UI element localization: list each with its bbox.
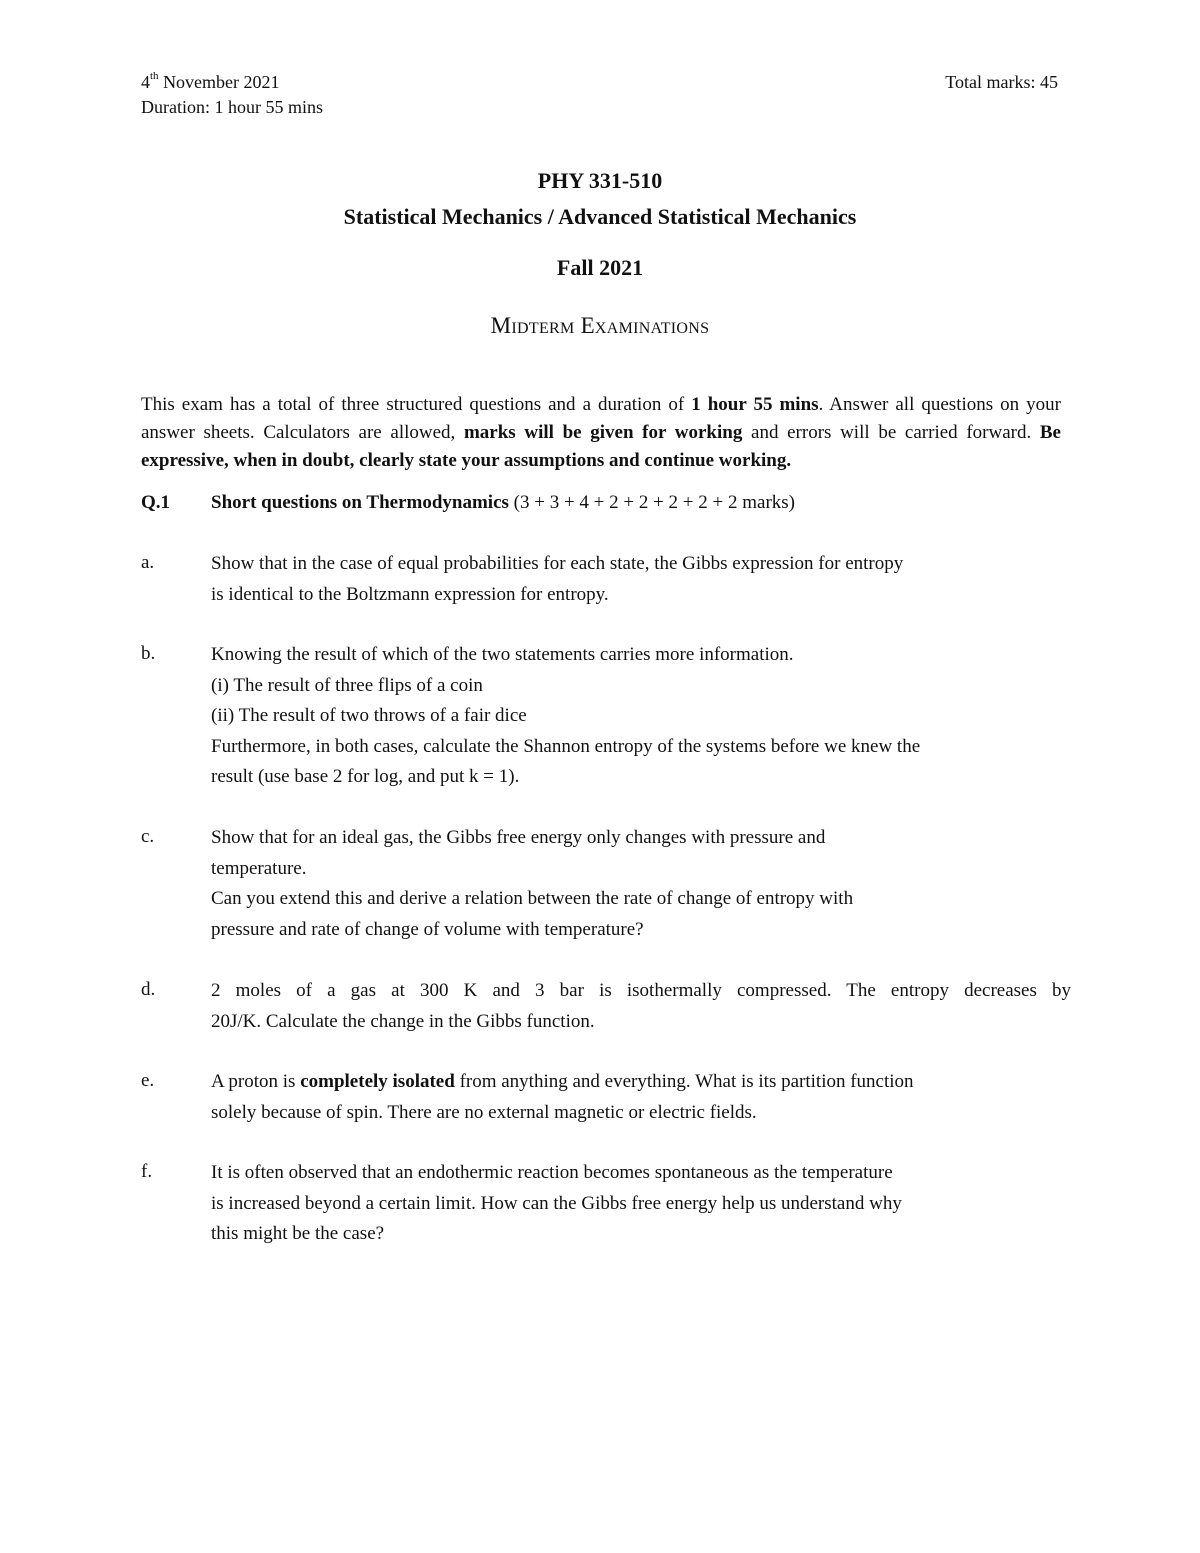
part-d-line: 20J/K. Calculate the change in the Gibbs function.	[211, 1010, 595, 1032]
part-a-label: a.	[141, 552, 155, 573]
part-e-line	[211, 1067, 1071, 1098]
instructions-expressive-bold: Be expressive, when in doubt, clearly state your assumptions and continue working.	[141, 422, 1061, 471]
part-b-line: result (use base 2 for log, and put k = 1).	[211, 766, 520, 787]
part-d-label: d.	[141, 979, 156, 1000]
instructions-duration-bold: 1 hour 55 mins	[691, 394, 819, 415]
date-month-year: November 2021	[158, 72, 280, 92]
part-c-label: c.	[141, 826, 155, 847]
date-day: 4	[141, 72, 150, 92]
part-e	[211, 1067, 1071, 1128]
total-marks: Total marks: 45	[945, 72, 1058, 92]
part-b-label: b.	[141, 643, 156, 664]
part-f-line: is increased beyond a certain limit. How can the Gibbs free energy help us understand why	[211, 1192, 902, 1214]
part-f-line: It is often observed that an endothermic reaction becomes spontaneous as the temperature	[211, 1162, 893, 1183]
exam-type-text: Midterm Examinations	[490, 313, 710, 338]
exam-duration: Duration: 1 hour 55 mins	[141, 97, 323, 117]
instructions-text-3: and errors will be carried forward.	[742, 422, 1040, 443]
part-f-label: f.	[141, 1161, 153, 1182]
part-c	[211, 823, 1071, 945]
instructions-working-bold: marks will be given for working	[463, 422, 743, 443]
part-d	[211, 976, 1071, 1037]
part-c-line: temperature.	[211, 857, 307, 879]
question-number: Q.1	[141, 492, 171, 513]
part-e-label: e.	[141, 1070, 155, 1091]
instructions-text-2: . Answer all questions on your answer sheets. Calculators are allowed,	[141, 394, 1062, 443]
part-a-line: is identical to the Boltzmann expression for entropy.	[211, 583, 609, 605]
part-a-line: Show that in the case of equal probabilities for each state, the Gibbs expression for entropy	[211, 553, 904, 574]
part-b-line: Knowing the result of which of the two statements carries more information.	[211, 644, 794, 665]
course-name: Statistical Mechanics / Advanced Statistical Mechanics	[343, 204, 857, 229]
part-e-line: solely because of spin. There are no external magnetic or electric fields.	[211, 1101, 757, 1123]
course-code: PHY 331-510	[537, 168, 663, 193]
part-e-text-post: from anything and everything. What is its partition function	[454, 1071, 914, 1092]
instructions-paragraph	[141, 391, 1061, 475]
part-a	[211, 549, 1071, 610]
instructions-text-1: This exam has a total of three structured questions and a duration of	[141, 394, 692, 415]
part-e-text-pre: A proton is	[211, 1071, 301, 1092]
term: Fall 2021	[556, 255, 644, 280]
part-b	[211, 640, 1071, 793]
part-c-line: pressure and rate of change of volume with temperature?	[211, 918, 644, 940]
part-c-line: Can you extend this and derive a relation between the rate of change of entropy with	[211, 888, 854, 909]
part-c-line: Show that for an ideal gas, the Gibbs free energy only changes with pressure and	[211, 827, 826, 848]
exam-type	[0, 313, 1200, 339]
part-d-line: 2 moles of a gas at 300 K and 3 bar is isothermally compressed. The entropy decreases by	[211, 980, 1071, 1001]
question-heading	[211, 492, 795, 514]
part-b-line: Furthermore, in both cases, calculate the Shannon entropy of the systems before we knew the	[211, 735, 921, 757]
part-f	[211, 1158, 1071, 1250]
part-b-option-ii: (ii) The result of two throws of a fair dice	[211, 705, 527, 726]
part-b-option-i: (i) The result of three flips of a coin	[211, 674, 483, 696]
part-f-line: this might be the case?	[211, 1223, 385, 1244]
part-e-text-bold: completely isolated	[300, 1071, 455, 1092]
question-title: Short questions on Thermodynamics	[211, 492, 509, 513]
question-marks: (3 + 3 + 4 + 2 + 2 + 2 + 2 + 2 marks)	[508, 492, 796, 513]
date-ordinal: th	[150, 70, 159, 82]
exam-date	[141, 72, 280, 93]
